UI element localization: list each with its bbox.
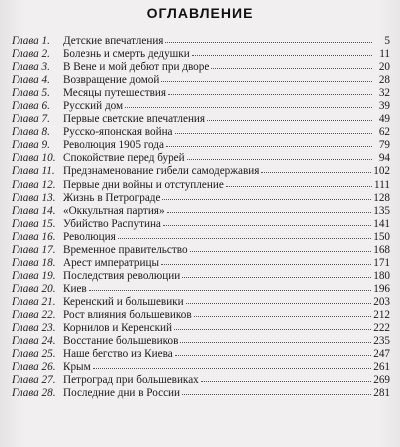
chapter-title: Месяцы путешествия [63,87,167,100]
chapter-title: Первые дни войны и отступление [63,178,224,191]
dot-leader [175,346,372,356]
page-number: 20 [378,61,390,74]
chapter-title: Последствия революции [63,269,181,282]
dot-leader [161,72,372,82]
dot-leader [163,216,371,226]
chapter-number: Глава 24. [12,335,56,348]
page-number: 28 [378,74,390,87]
chapter-title: Болезнь и смерть дедушки [63,48,190,61]
chapter-title: Рост влияния большевиков [63,308,192,321]
chapter-title: Первые светские впечатления [63,113,206,126]
chapter-number: Глава 10. [12,152,56,165]
chapter-title: Керенский и большевики [63,295,184,308]
chapter-number: Глава 26. [12,361,56,374]
page-number: 269 [373,374,390,387]
chapter-number: Глава 25. [12,348,56,361]
chapter-number: Глава 18. [12,256,56,269]
table-of-contents [12,34,390,399]
chapter-number: Глава 6. [12,100,50,113]
chapter-number: Глава 16. [12,230,56,243]
chapter-title: Жизнь в Петрограде [63,191,161,204]
page-number: 79 [378,139,390,152]
dot-leader [165,33,372,43]
page-number: 5 [384,35,390,47]
dot-leader [118,229,371,239]
chapter-title: Наше бегство из Киева [63,348,173,361]
page-number: 49 [378,113,390,126]
chapter-title: Последние дни в России [63,387,181,400]
page-number: 135 [373,204,390,217]
page-number: 235 [373,335,390,348]
page-number: 281 [373,387,390,400]
dot-leader [226,177,372,187]
chapter-number: Глава 28. [12,387,56,400]
chapter-title: Детские впечатления [63,35,164,47]
dot-leader [167,203,372,213]
chapter-title: Спокойствие перед бурей [63,152,185,165]
chapter-number: Глава 12. [12,178,56,191]
chapter-number: Глава 11. [12,165,55,178]
dot-leader [180,333,371,343]
chapter-title: Революция 1905 года [63,139,164,152]
dot-leader [190,242,372,252]
dot-leader [166,137,372,147]
page-number: 128 [373,191,390,204]
chapter-title: Арест императрицы [63,256,159,269]
page-title: ОГЛАВЛЕНИЕ [146,5,254,21]
chapter-title: Убийство Распутина [63,217,161,230]
dot-leader [182,385,371,395]
page-number: 32 [378,87,390,100]
dot-leader [93,359,372,369]
chapter-number: Глава 9. [12,139,50,152]
dot-leader [186,294,372,304]
dot-leader [207,111,372,121]
page-number: 196 [373,282,390,295]
chapter-title: Возвращение домой [63,74,160,87]
chapter-number: Глава 8. [12,126,50,139]
dot-leader [201,372,371,382]
chapter-number: Глава 20. [12,282,56,295]
chapter-number: Глава 1. [12,35,50,47]
dot-leader [125,98,372,108]
dot-leader [168,85,372,95]
chapter-number: Глава 15. [12,217,56,230]
page-number: 180 [373,269,390,282]
dot-leader [182,268,371,278]
chapter-title: Русский дом [63,100,124,113]
chapter-number: Глава 17. [12,243,56,256]
chapter-number: Глава 23. [12,322,56,335]
page-number: 62 [378,126,390,139]
chapter-number: Глава 22. [12,308,56,321]
page-number: 171 [373,256,390,269]
chapter-title: «Оккультная партия» [63,204,165,217]
chapter-number: Глава 5. [12,87,50,100]
dot-leader [261,163,371,173]
page-number: 247 [373,348,390,361]
chapter-number: Глава 21. [12,295,56,308]
page-number: 94 [378,152,390,165]
dot-leader [89,281,372,291]
chapter-number: Глава 4. [12,74,50,87]
toc-entry [12,386,390,399]
chapter-title: Корнилов и Керенский [63,322,173,335]
page-number: 222 [373,322,390,335]
dot-leader [174,320,371,330]
chapter-number: Глава 7. [12,113,50,126]
dot-leader [161,255,371,265]
page-number: 11 [379,48,390,61]
dot-leader [162,190,371,200]
chapter-title: Киев [63,282,87,295]
chapter-number: Глава 19. [12,269,56,282]
chapter-title: Предзнаменование гибели самодержавия [63,165,260,178]
page-number: 39 [378,100,390,113]
page-number: 261 [373,361,390,374]
chapter-number: Глава 14. [12,204,56,217]
chapter-number: Глава 3. [12,61,50,74]
page-number: 150 [373,230,390,243]
page-number: 203 [373,295,390,308]
dot-leader [187,150,372,160]
chapter-title: Временное правительство [63,243,188,256]
page-number: 102 [373,165,390,178]
dot-leader [211,59,372,69]
dot-leader [175,124,372,134]
chapter-title: Революция [63,230,116,243]
page-number: 212 [373,308,390,321]
chapter-title: В Вене и мой дебют при дворе [63,61,210,74]
chapter-title: Русско-японская война [63,126,173,139]
page-number: 168 [373,243,390,256]
chapter-number: Глава 27. [12,374,56,387]
chapter-title: Восстание большевиков [63,335,179,348]
chapter-title: Петроград при большевиках [63,374,199,387]
dot-leader [192,46,372,56]
page-number: 141 [373,217,390,230]
chapter-title: Крым [63,361,91,374]
chapter-number: Глава 13. [12,191,56,204]
chapter-number: Глава 2. [12,48,50,61]
dot-leader [194,307,372,317]
page-number: 111 [374,178,390,191]
